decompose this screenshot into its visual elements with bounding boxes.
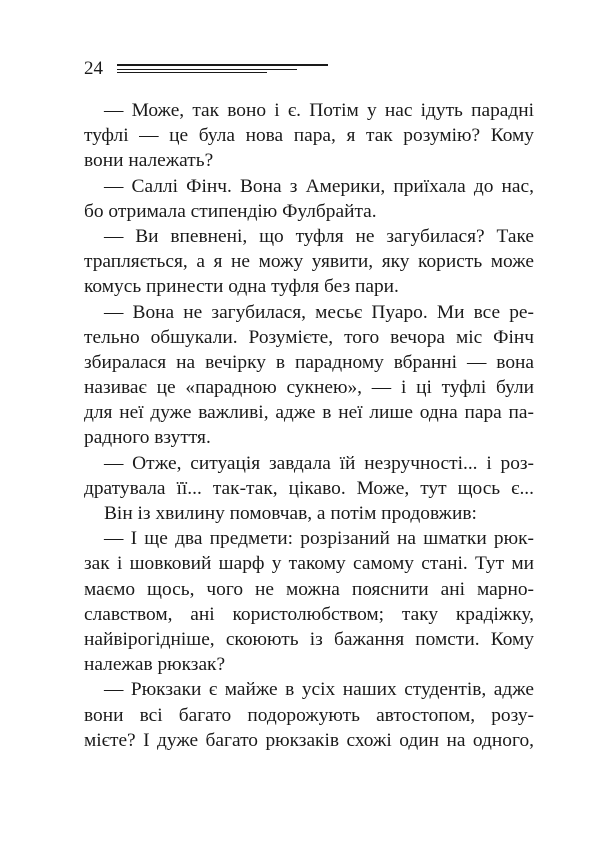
text-line: — Може, так воно і є. Потім у нас ідуть парадні: [104, 100, 534, 121]
text-line: Він із хвилину помовчав, а потім продовжив:: [104, 503, 477, 524]
text-line: трапляється, а я не можу уявити, яку користь може: [84, 251, 534, 273]
text-line: — Вона не загубилася, месьє Пуаро. Ми все ре-: [104, 301, 534, 323]
text-line: називає це «парадною сукнею», — і ці туфлі були: [84, 377, 534, 399]
text-line: туфлі — це була нова пара, я так розумію? Кому: [84, 125, 534, 147]
text-line: маємо щось, чого не можна пояснити ані марно-: [84, 578, 534, 600]
text-line: вони належать?: [84, 150, 214, 172]
running-header: [84, 58, 328, 80]
text-line: тельно обшукали. Розумієте, того вечора міс Фінч: [84, 326, 534, 348]
header-rule-hairline: [117, 72, 267, 73]
header-rule-thick: [117, 64, 328, 66]
text-line: комусь принести одна туфля без пари.: [84, 276, 399, 298]
text-line: дратувала її... так-так, цікаво. Може, тут щось є...: [84, 477, 534, 499]
text-line: мієте? І дуже багато рюкзаків схожі один на одного,: [84, 729, 534, 751]
header-rule-thin: [117, 69, 297, 70]
body-text: [84, 98, 534, 753]
text-line: належав рюкзак?: [84, 654, 226, 676]
text-line: бо отримала стипендію Фулбрайта.: [84, 200, 377, 222]
text-line: найвірогідніше, скоюють із бажання помсти. Кому: [84, 628, 534, 650]
page-number: 24: [84, 58, 103, 79]
text-line: для неї дуже важливі, адже в неї лише одна пара па-: [84, 402, 534, 424]
text-line: — Отже, ситуація завдала їй незручності... і роз-: [104, 452, 534, 474]
text-line: — Рюкзаки є майже в усіх наших студентів, адже: [104, 679, 534, 701]
text-line: збиралася на вечірку в парадному вбранні — вона: [84, 351, 534, 373]
text-line: зак і шовковий шарф у такому самому стані. Тут ми: [84, 553, 534, 575]
text-line: славством, ані користолюбством; таку крадіжку,: [84, 603, 534, 625]
text-line: вони всі багато подорожують автостопом, розу-: [84, 704, 534, 726]
text-line: — Ви впевнені, що туфля не загубилася? Таке: [104, 225, 534, 247]
text-line: радного взуття.: [84, 427, 211, 449]
text-line: — І ще два предмети: розрізаний на шматки рюк-: [104, 528, 534, 550]
text-line: — Саллі Фінч. Вона з Америки, приїхала до нас,: [104, 175, 534, 197]
